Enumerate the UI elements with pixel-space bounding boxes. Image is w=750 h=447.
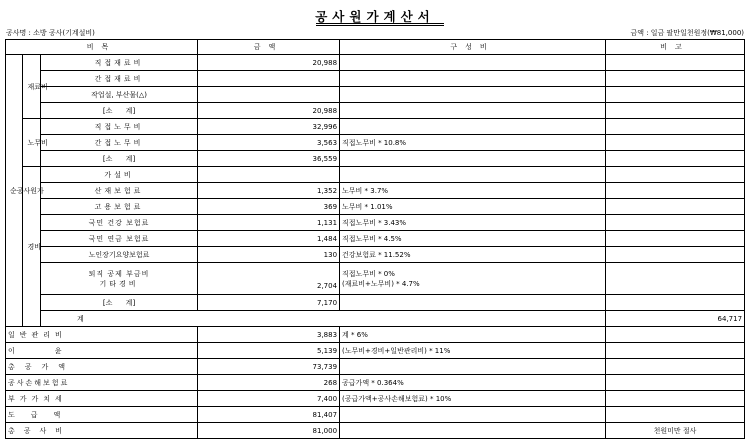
- row-basis: [340, 119, 606, 135]
- header-amount: 금액: [198, 40, 340, 55]
- row-label: 도급액: [6, 407, 198, 423]
- row-remarks: [606, 231, 745, 247]
- row-label: 직접노무비: [41, 119, 198, 135]
- row-label: 국민 건강 보험료: [41, 215, 198, 231]
- row-amount: [198, 71, 340, 87]
- table-row: [6, 151, 745, 167]
- table-row: [6, 247, 745, 263]
- row-label-line-2: 기타경비: [99, 279, 139, 288]
- row-amount: 3,563: [198, 135, 340, 151]
- row-label: [소 계]: [41, 151, 198, 167]
- row-label: 총공가액: [6, 359, 198, 375]
- row-basis: [340, 151, 606, 167]
- row-remarks: [606, 359, 745, 375]
- row-basis: [340, 167, 606, 183]
- row-basis: 공급가액 * 0.364%: [340, 375, 606, 391]
- row-basis: [340, 87, 606, 103]
- table-row: [6, 231, 745, 247]
- row-basis: [340, 263, 606, 295]
- row-amount: 81,407: [198, 407, 340, 423]
- row-label: [소 계]: [41, 103, 198, 119]
- row-remarks: 천원미만 절사: [606, 423, 745, 439]
- row-label-line-1: 퇴직 공제 부금비: [88, 269, 150, 278]
- row-basis: [340, 423, 606, 439]
- row-label: 고용보험료: [41, 199, 198, 215]
- contract-amount: 금액 : 일금 팔만일천원정(₩81,000): [630, 29, 744, 37]
- row-label: 공사손해보험료: [6, 375, 198, 391]
- row-amount: 1,131: [198, 215, 340, 231]
- row-remarks: [606, 55, 745, 71]
- row-amount: 7,400: [198, 391, 340, 407]
- row-amount: 64,717: [606, 311, 745, 327]
- row-amount: 1,484: [198, 231, 340, 247]
- table-row: [6, 87, 745, 103]
- group-net-cost: 순공사원가: [6, 55, 23, 327]
- row-basis: 노무비 * 3.7%: [340, 183, 606, 199]
- row-remarks: [606, 135, 745, 151]
- group-materials: 재료비: [23, 55, 41, 119]
- row-label: 노인장기요양보험료: [41, 247, 198, 263]
- table-row: [6, 343, 745, 359]
- row-basis: 직접노무비 * 10.8%: [340, 135, 606, 151]
- table-row: [6, 183, 745, 199]
- row-remarks: [606, 215, 745, 231]
- row-remarks: [606, 87, 745, 103]
- row-amount: 20,988: [198, 55, 340, 71]
- row-amount: 268: [198, 375, 340, 391]
- row-label: 계: [41, 311, 606, 327]
- row-remarks: [606, 407, 745, 423]
- row-basis: (노무비+경비+일반관리비) * 11%: [340, 343, 606, 359]
- row-remarks: [606, 343, 745, 359]
- table-row: [6, 311, 745, 327]
- row-basis: (공급가액+공사손해보험료) * 10%: [340, 391, 606, 407]
- row-remarks: [606, 119, 745, 135]
- row-basis: 직접노무비 * 3.43%: [340, 215, 606, 231]
- row-amount: 73,739: [198, 359, 340, 375]
- row-label: 산재보험료: [41, 183, 198, 199]
- row-remarks: [606, 71, 745, 87]
- row-remarks: [606, 375, 745, 391]
- row-amount: 36,559: [198, 151, 340, 167]
- row-basis-line-2: (재료비+노무비) * 4.7%: [342, 279, 420, 288]
- row-label: 작업설, 부산물(△): [41, 87, 198, 103]
- row-remarks: [606, 327, 745, 343]
- table-row: [6, 55, 745, 71]
- row-basis: [340, 407, 606, 423]
- table-row: [6, 263, 745, 295]
- table-row: [6, 295, 745, 311]
- table-row: [6, 359, 745, 375]
- row-amount: 7,170: [198, 295, 340, 311]
- row-remarks: [606, 167, 745, 183]
- table-row: [6, 375, 745, 391]
- row-label: [소 계]: [41, 295, 198, 311]
- table-row: [6, 103, 745, 119]
- row-label: 가설비: [41, 167, 198, 183]
- row-label: 간접노무비: [41, 135, 198, 151]
- row-remarks: [606, 151, 745, 167]
- row-basis: [340, 295, 606, 311]
- row-remarks: [606, 247, 745, 263]
- row-label: 총공사비: [6, 423, 198, 439]
- row-basis: 노무비 * 1.01%: [340, 199, 606, 215]
- row-basis-line-1: 직접노무비 * 0%: [342, 269, 395, 278]
- row-amount: [198, 167, 340, 183]
- row-label: 부가가치세: [6, 391, 198, 407]
- row-basis: 계 * 6%: [340, 327, 606, 343]
- row-label: [41, 263, 198, 295]
- title-underline: [316, 23, 444, 24]
- row-label: 간접재료비: [41, 71, 198, 87]
- row-remarks: [606, 263, 745, 295]
- header-category: 비목: [6, 40, 198, 55]
- header-remarks: 비고: [606, 40, 745, 55]
- cost-table: [5, 39, 745, 439]
- table-row: [6, 71, 745, 87]
- table-row: [6, 407, 745, 423]
- row-basis: [340, 55, 606, 71]
- row-amount: 5,139: [198, 343, 340, 359]
- row-amount: [198, 263, 340, 295]
- row-amount: 32,996: [198, 119, 340, 135]
- table-row: [6, 327, 745, 343]
- row-basis: [340, 103, 606, 119]
- row-amount: 369: [198, 199, 340, 215]
- row-remarks: [606, 391, 745, 407]
- row-label: 일반관리비: [6, 327, 198, 343]
- row-remarks: [606, 199, 745, 215]
- row-amount-line-2: 2,704: [316, 282, 338, 290]
- table-row: [6, 215, 745, 231]
- document-title: 공사원가계산서: [315, 9, 435, 24]
- table-row: [6, 199, 745, 215]
- title-underline-double: [316, 25, 444, 26]
- table-header-row: [6, 40, 745, 55]
- row-basis: [340, 359, 606, 375]
- row-basis: [340, 71, 606, 87]
- row-basis: 건강보험료 * 11.52%: [340, 247, 606, 263]
- group-expenses: 경비: [23, 167, 41, 327]
- table-row: [6, 119, 745, 135]
- row-remarks: [606, 103, 745, 119]
- row-amount: 81,000: [198, 423, 340, 439]
- row-label: 국민 연금 보험료: [41, 231, 198, 247]
- table-row: [6, 391, 745, 407]
- row-amount: 20,988: [198, 103, 340, 119]
- row-amount: 1,352: [198, 183, 340, 199]
- row-amount: 3,883: [198, 327, 340, 343]
- header-basis: 구성비: [340, 40, 606, 55]
- row-remarks: [606, 295, 745, 311]
- table-row: [6, 167, 745, 183]
- table-row: [6, 423, 745, 439]
- row-remarks: [606, 183, 745, 199]
- row-amount: [198, 87, 340, 103]
- row-amount: 130: [198, 247, 340, 263]
- project-name: 공사명 : 소방 공사(기계설비): [6, 29, 95, 37]
- table-row: [6, 135, 745, 151]
- row-basis: 직접노무비 * 4.5%: [340, 231, 606, 247]
- row-label: 이윤: [6, 343, 198, 359]
- row-label: 직접재료비: [41, 55, 198, 71]
- group-labor: 노무비: [23, 119, 41, 167]
